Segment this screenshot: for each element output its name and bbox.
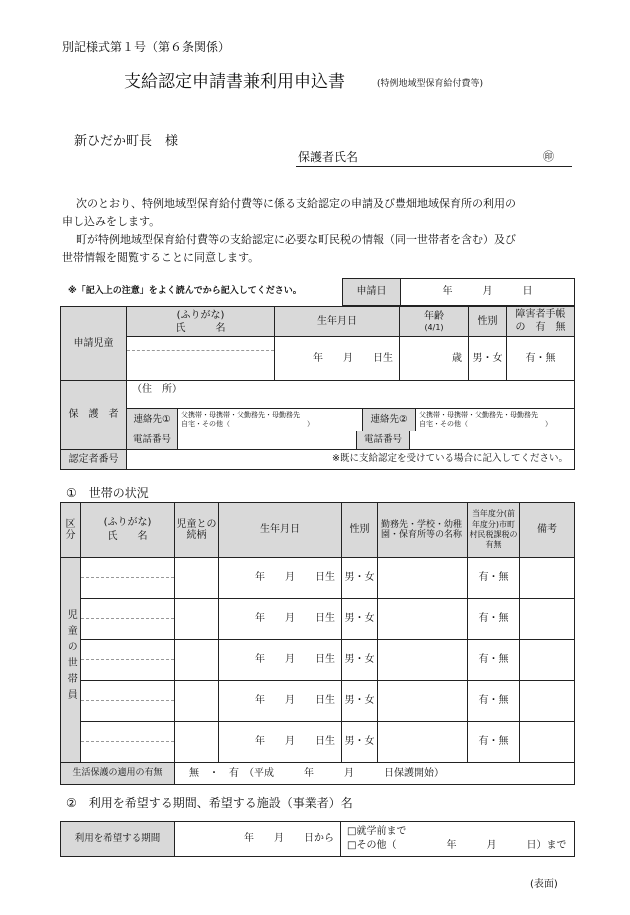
period-option-other[interactable]: □その他（ 年 月 日）まで (347, 840, 567, 851)
guardian-address-field[interactable]: （住 所） (127, 381, 575, 409)
household-side-text: 児童の世帯員 (65, 609, 77, 706)
member-furigana-field[interactable] (81, 640, 175, 660)
contact1-label: 連絡先① (127, 409, 178, 431)
applicant-table (60, 306, 575, 470)
household-row (61, 722, 575, 742)
member-relation-field[interactable] (175, 599, 219, 640)
household-row (61, 599, 575, 619)
contact1-options-line1: 父携帯・母携帯・父勤務先・母勤務先 (181, 411, 300, 419)
guardian-name-label: 保護者氏名 (298, 150, 359, 164)
member-birth-field[interactable]: 年 月 日生 (219, 722, 342, 763)
contact1-options[interactable] (178, 409, 363, 431)
welfare-label: 生活保護の適用の有無 (61, 763, 175, 785)
period-table (60, 821, 575, 857)
child-row-label: 申請児童 (61, 307, 127, 381)
child-name-header (127, 307, 275, 337)
child-disability-field[interactable]: 有・無 (507, 337, 575, 381)
application-date-label: 申請日 (343, 279, 401, 306)
member-sex-field[interactable]: 男・女 (342, 681, 378, 722)
col-birth: 生年月日 (219, 503, 342, 558)
child-birth-header: 生年月日 (275, 307, 400, 337)
phone2-field[interactable] (410, 431, 574, 449)
application-date-field[interactable]: 年 月 日 (401, 279, 575, 306)
cert-number-label: 認定者番号 (61, 450, 127, 470)
col-furigana: (ふりがな) (103, 517, 152, 528)
member-furigana-field[interactable] (81, 599, 175, 619)
member-relation-field[interactable] (175, 722, 219, 763)
member-work-field[interactable] (378, 599, 468, 640)
cert-number-field[interactable]: ※既に支給認定を受けている場合に記入してください。 (127, 450, 575, 470)
member-furigana-field[interactable] (81, 681, 175, 701)
page-side-label: (表面) (530, 879, 558, 890)
member-relation-field[interactable] (175, 681, 219, 722)
period-label: 利用を希望する期間 (61, 822, 175, 857)
col-name (81, 503, 175, 558)
household-row (61, 558, 575, 578)
guardian-row-label: 保 護 者 (61, 381, 127, 450)
child-disability-label-1: 障害者手帳 (515, 309, 566, 320)
member-name-field[interactable] (81, 701, 175, 722)
col-name-text: 氏 名 (107, 531, 148, 542)
col-note: 備考 (520, 503, 575, 558)
member-tax-field[interactable]: 有・無 (468, 722, 520, 763)
contact2-options-line2: 自宅・その他（ ） (419, 420, 552, 429)
child-name-header-text: 氏 名 (175, 322, 226, 334)
phone1-field[interactable] (178, 431, 357, 449)
period-option-preschool[interactable]: □就学前まで (347, 826, 407, 837)
paragraph-2a: 町が特例地域型保育給付費等の支給認定に必要な町民税の情報（同一世帯者を含む）及び (76, 233, 516, 246)
member-birth-field[interactable]: 年 月 日生 (219, 599, 342, 640)
member-sex-field[interactable]: 男・女 (342, 640, 378, 681)
member-work-field[interactable] (378, 722, 468, 763)
household-section-title: ① 世帯の状況 (66, 486, 149, 500)
col-sex: 性別 (342, 503, 378, 558)
member-note-field[interactable] (520, 681, 575, 722)
paragraph-2b: 世帯情報を閲覧することに同意します。 (62, 251, 260, 264)
child-sex-header: 性別 (469, 307, 507, 337)
member-sex-field[interactable]: 男・女 (342, 558, 378, 599)
household-side-label (61, 558, 81, 763)
household-table (60, 502, 575, 785)
member-relation-field[interactable] (175, 640, 219, 681)
member-name-field[interactable] (81, 619, 175, 640)
period-to-field[interactable] (341, 822, 575, 857)
guardian-phone-row (127, 431, 575, 450)
member-tax-field[interactable]: 有・無 (468, 558, 520, 599)
child-furigana-header: (ふりがな) (176, 309, 225, 321)
child-birth-field[interactable]: 年 月 日生 (275, 337, 400, 381)
member-name-field[interactable] (81, 660, 175, 681)
seal-mark: ㊞ (543, 150, 554, 163)
member-furigana-field[interactable] (81, 558, 175, 578)
child-age-sub: (4/1) (424, 322, 444, 332)
member-birth-field[interactable]: 年 月 日生 (219, 558, 342, 599)
member-tax-field[interactable]: 有・無 (468, 681, 520, 722)
guardian-name-underline (296, 166, 572, 167)
member-note-field[interactable] (520, 640, 575, 681)
member-note-field[interactable] (520, 722, 575, 763)
household-row (61, 681, 575, 701)
col-tax: 当年度分(前年度分)市町村民税課税の有無 (468, 503, 520, 558)
addressee: 新ひだか町長 様 (74, 134, 179, 149)
contact2-options[interactable] (416, 409, 574, 431)
form-title: 支給認定申請書兼利用申込書 (124, 72, 345, 92)
household-row (61, 640, 575, 660)
contact2-options-line1: 父携帯・母携帯・父勤務先・母勤務先 (419, 411, 538, 419)
member-work-field[interactable] (378, 640, 468, 681)
paragraph-1b: 申し込みをします。 (62, 215, 161, 228)
col-category: 区分 (61, 503, 81, 558)
col-relation: 児童との続柄 (175, 503, 219, 558)
member-note-field[interactable] (520, 599, 575, 640)
child-disability-header (507, 307, 575, 337)
period-section-title: ② 利用を希望する期間、希望する施設（事業者）名 (66, 796, 353, 810)
child-age-header (400, 307, 469, 337)
member-relation-field[interactable] (175, 558, 219, 599)
paragraph-1a: 次のとおり、特例地域型保育給付費等に係る支給認定の申請及び豊畑地域保育所の利用の (76, 197, 516, 210)
contact2-label: 連絡先② (363, 409, 416, 431)
child-sex-field[interactable]: 男・女 (469, 337, 507, 381)
member-name-field[interactable] (81, 742, 175, 763)
member-work-field[interactable] (378, 558, 468, 599)
child-name-field[interactable] (127, 351, 275, 381)
member-tax-field[interactable]: 有・無 (468, 599, 520, 640)
member-sex-field[interactable]: 男・女 (342, 599, 378, 640)
member-birth-field[interactable]: 年 月 日生 (219, 681, 342, 722)
phone2-label: 電話番号 (357, 431, 410, 449)
member-work-field[interactable] (378, 681, 468, 722)
phone1-label: 電話番号 (127, 431, 178, 449)
child-furigana-field[interactable] (127, 337, 275, 351)
col-work: 勤務先・学校・幼稚園・保育所等の名称 (378, 503, 468, 558)
member-name-field[interactable] (81, 578, 175, 599)
form-number: 別記様式第１号（第６条関係） (62, 40, 231, 54)
notice-text: ※「記入上の注意」をよく読んでから記入してください。 (68, 286, 302, 296)
contact1-options-line2: 自宅・その他（ ） (181, 420, 314, 429)
application-date-table (342, 278, 575, 306)
child-age-field[interactable]: 歳 (400, 337, 469, 381)
welfare-field[interactable]: 無 ・ 有 （平成 年 月 日保護開始） (175, 763, 575, 785)
form-subtitle: (特例地域型保育給付費等) (377, 79, 484, 89)
child-disability-label-2: の 有 無 (515, 321, 566, 333)
member-furigana-field[interactable] (81, 722, 175, 742)
member-tax-field[interactable]: 有・無 (468, 640, 520, 681)
member-sex-field[interactable]: 男・女 (342, 722, 378, 763)
guardian-contact-row (127, 409, 575, 432)
member-birth-field[interactable]: 年 月 日生 (219, 640, 342, 681)
child-age-label: 年齢 (424, 310, 444, 322)
member-note-field[interactable] (520, 558, 575, 599)
period-from-field[interactable]: 年 月 日から (175, 822, 341, 857)
